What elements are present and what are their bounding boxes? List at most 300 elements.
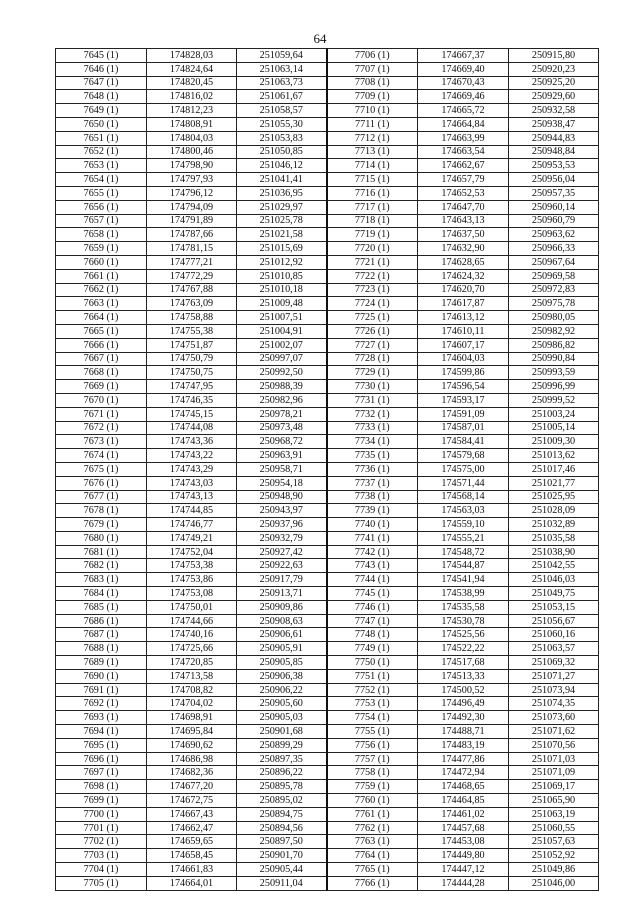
point-id-cell: 7736 (1) [327,462,418,476]
y-coordinate-cell: 250968,72 [237,435,327,449]
x-coordinate-cell: 174698,91 [147,711,237,725]
point-id-cell: 7678 (1) [56,504,147,518]
point-id-cell: 7652 (1) [56,145,147,159]
x-coordinate-cell: 174745,15 [147,407,237,421]
x-coordinate-cell: 174750,79 [147,352,237,366]
x-coordinate-cell: 174535,58 [418,600,509,614]
point-id-cell: 7692 (1) [56,697,147,711]
point-id-cell: 7662 (1) [56,283,147,297]
point-id-cell: 7761 (1) [327,807,418,821]
x-coordinate-cell: 174753,08 [147,587,237,601]
point-id-cell: 7727 (1) [327,338,418,352]
x-coordinate-cell: 174812,23 [147,104,237,118]
x-coordinate-cell: 174695,84 [147,725,237,739]
y-coordinate-cell: 251003,24 [509,407,599,421]
point-id-cell: 7646 (1) [56,62,147,76]
point-id-cell: 7693 (1) [56,711,147,725]
x-coordinate-cell: 174746,77 [147,518,237,532]
x-coordinate-cell: 174753,86 [147,573,237,587]
x-coordinate-cell: 174538,99 [418,587,509,601]
y-coordinate-cell: 250905,91 [237,642,327,656]
y-coordinate-cell: 250895,78 [237,780,327,794]
table-row [56,90,599,104]
table-row [56,697,599,711]
point-id-cell: 7695 (1) [56,738,147,752]
point-id-cell: 7748 (1) [327,628,418,642]
y-coordinate-cell: 250982,96 [237,393,327,407]
y-coordinate-cell: 250927,42 [237,545,327,559]
table-row [56,545,599,559]
point-id-cell: 7705 (1) [56,876,147,890]
point-id-cell: 7657 (1) [56,214,147,228]
x-coordinate-cell: 174599,86 [418,366,509,380]
x-coordinate-cell: 174444,28 [418,876,509,890]
table-row [56,173,599,187]
x-coordinate-cell: 174555,21 [418,531,509,545]
x-coordinate-cell: 174513,33 [418,669,509,683]
y-coordinate-cell: 251073,94 [509,683,599,697]
y-coordinate-cell: 251063,14 [237,62,327,76]
point-id-cell: 7752 (1) [327,683,418,697]
x-coordinate-cell: 174763,09 [147,297,237,311]
y-coordinate-cell: 250905,03 [237,711,327,725]
y-coordinate-cell: 250905,44 [237,863,327,877]
x-coordinate-cell: 174752,04 [147,545,237,559]
table-row [56,559,599,573]
y-coordinate-cell: 251036,95 [237,186,327,200]
table-row [56,656,599,670]
x-coordinate-cell: 174610,11 [418,324,509,338]
table-row [56,711,599,725]
point-id-cell: 7733 (1) [327,421,418,435]
x-coordinate-cell: 174664,01 [147,876,237,890]
y-coordinate-cell: 250966,33 [509,242,599,256]
table-row [56,186,599,200]
x-coordinate-cell: 174464,85 [418,794,509,808]
point-id-cell: 7668 (1) [56,366,147,380]
y-coordinate-cell: 251069,17 [509,780,599,794]
x-coordinate-cell: 174751,87 [147,338,237,352]
x-coordinate-cell: 174591,09 [418,407,509,421]
y-coordinate-cell: 250957,35 [509,186,599,200]
point-id-cell: 7734 (1) [327,435,418,449]
table-row [56,117,599,131]
y-coordinate-cell: 250915,80 [509,49,599,63]
page-number: 64 [313,31,327,46]
y-coordinate-cell: 251055,30 [237,117,327,131]
table-row [56,531,599,545]
point-id-cell: 7712 (1) [327,131,418,145]
x-coordinate-cell: 174530,78 [418,614,509,628]
y-coordinate-cell: 251002,07 [237,338,327,352]
y-coordinate-cell: 251029,97 [237,200,327,214]
point-id-cell: 7710 (1) [327,104,418,118]
x-coordinate-cell: 174744,66 [147,614,237,628]
point-id-cell: 7677 (1) [56,490,147,504]
point-id-cell: 7750 (1) [327,656,418,670]
y-coordinate-cell: 251073,60 [509,711,599,725]
point-id-cell: 7681 (1) [56,545,147,559]
point-id-cell: 7722 (1) [327,269,418,283]
point-id-cell: 7694 (1) [56,725,147,739]
table-row [56,62,599,76]
point-id-cell: 7742 (1) [327,545,418,559]
y-coordinate-cell: 250899,29 [237,738,327,752]
y-coordinate-cell: 250986,82 [509,338,599,352]
point-id-cell: 7675 (1) [56,462,147,476]
y-coordinate-cell: 250925,20 [509,76,599,90]
x-coordinate-cell: 174740,16 [147,628,237,642]
y-coordinate-cell: 251050,85 [237,145,327,159]
point-id-cell: 7758 (1) [327,766,418,780]
x-coordinate-cell: 174713,58 [147,669,237,683]
y-coordinate-cell: 250937,96 [237,518,327,532]
x-coordinate-cell: 174632,90 [418,242,509,256]
table-row [56,807,599,821]
table-row [56,600,599,614]
y-coordinate-cell: 251071,27 [509,669,599,683]
y-coordinate-cell: 251015,69 [237,242,327,256]
y-coordinate-cell: 250905,85 [237,656,327,670]
y-coordinate-cell: 251061,67 [237,90,327,104]
y-coordinate-cell: 251058,57 [237,104,327,118]
x-coordinate-cell: 174525,56 [418,628,509,642]
point-id-cell: 7729 (1) [327,366,418,380]
y-coordinate-cell: 251074,35 [509,697,599,711]
y-coordinate-cell: 250901,68 [237,725,327,739]
y-coordinate-cell: 251060,55 [509,821,599,835]
y-coordinate-cell: 251057,63 [509,835,599,849]
point-id-cell: 7699 (1) [56,794,147,808]
x-coordinate-cell: 174755,38 [147,324,237,338]
y-coordinate-cell: 251046,12 [237,159,327,173]
x-coordinate-cell: 174798,90 [147,159,237,173]
table-row [56,242,599,256]
x-coordinate-cell: 174781,15 [147,242,237,256]
y-coordinate-cell: 251021,77 [509,476,599,490]
table-row [56,614,599,628]
x-coordinate-cell: 174584,41 [418,435,509,449]
x-coordinate-cell: 174670,43 [418,76,509,90]
x-coordinate-cell: 174613,12 [418,311,509,325]
y-coordinate-cell: 251035,58 [509,531,599,545]
y-coordinate-cell: 250975,78 [509,297,599,311]
point-id-cell: 7725 (1) [327,311,418,325]
y-coordinate-cell: 250999,52 [509,393,599,407]
y-coordinate-cell: 251005,14 [509,421,599,435]
y-coordinate-cell: 250913,71 [237,587,327,601]
x-coordinate-cell: 174820,45 [147,76,237,90]
y-coordinate-cell: 250905,60 [237,697,327,711]
table-row [56,200,599,214]
point-id-cell: 7744 (1) [327,573,418,587]
x-coordinate-cell: 174596,54 [418,380,509,394]
y-coordinate-cell: 250963,91 [237,449,327,463]
x-coordinate-cell: 174488,71 [418,725,509,739]
y-coordinate-cell: 250932,79 [237,531,327,545]
y-coordinate-cell: 250896,22 [237,766,327,780]
point-id-cell: 7751 (1) [327,669,418,683]
y-coordinate-cell: 251060,16 [509,628,599,642]
point-id-cell: 7766 (1) [327,876,418,890]
x-coordinate-cell: 174753,38 [147,559,237,573]
table-row [56,835,599,849]
x-coordinate-cell: 174571,44 [418,476,509,490]
x-coordinate-cell: 174686,98 [147,752,237,766]
y-coordinate-cell: 250901,70 [237,849,327,863]
x-coordinate-cell: 174541,94 [418,573,509,587]
point-id-cell: 7660 (1) [56,255,147,269]
point-id-cell: 7687 (1) [56,628,147,642]
x-coordinate-cell: 174816,02 [147,90,237,104]
x-coordinate-cell: 174797,93 [147,173,237,187]
point-id-cell: 7714 (1) [327,159,418,173]
table-row [56,421,599,435]
y-coordinate-cell: 251007,51 [237,311,327,325]
point-id-cell: 7689 (1) [56,656,147,670]
point-id-cell: 7760 (1) [327,794,418,808]
point-id-cell: 7709 (1) [327,90,418,104]
x-coordinate-cell: 174667,37 [418,49,509,63]
x-coordinate-cell: 174661,83 [147,863,237,877]
x-coordinate-cell: 174472,94 [418,766,509,780]
table-row [56,794,599,808]
y-coordinate-cell: 251069,32 [509,656,599,670]
table-row [56,393,599,407]
y-coordinate-cell: 251071,09 [509,766,599,780]
point-id-cell: 7754 (1) [327,711,418,725]
point-id-cell: 7743 (1) [327,559,418,573]
point-id-cell: 7684 (1) [56,587,147,601]
point-id-cell: 7651 (1) [56,131,147,145]
point-id-cell: 7697 (1) [56,766,147,780]
point-id-cell: 7741 (1) [327,531,418,545]
point-id-cell: 7723 (1) [327,283,418,297]
table-row [56,476,599,490]
x-coordinate-cell: 174743,29 [147,462,237,476]
y-coordinate-cell: 251004,91 [237,324,327,338]
y-coordinate-cell: 251017,46 [509,462,599,476]
table-row [56,324,599,338]
point-id-cell: 7655 (1) [56,186,147,200]
y-coordinate-cell: 251038,90 [509,545,599,559]
x-coordinate-cell: 174794,09 [147,200,237,214]
point-id-cell: 7746 (1) [327,600,418,614]
x-coordinate-cell: 174725,66 [147,642,237,656]
y-coordinate-cell: 251046,03 [509,573,599,587]
x-coordinate-cell: 174804,03 [147,131,237,145]
x-coordinate-cell: 174652,53 [418,186,509,200]
point-id-cell: 7700 (1) [56,807,147,821]
table-row [56,76,599,90]
y-coordinate-cell: 250920,23 [509,62,599,76]
x-coordinate-cell: 174664,84 [418,117,509,131]
point-id-cell: 7764 (1) [327,849,418,863]
point-id-cell: 7755 (1) [327,725,418,739]
point-id-cell: 7673 (1) [56,435,147,449]
x-coordinate-cell: 174787,66 [147,228,237,242]
table-row [56,131,599,145]
table-row [56,683,599,697]
table-row [56,407,599,421]
x-coordinate-cell: 174575,00 [418,462,509,476]
point-id-cell: 7706 (1) [327,49,418,63]
y-coordinate-cell: 250958,71 [237,462,327,476]
point-id-cell: 7753 (1) [327,697,418,711]
y-coordinate-cell: 251052,92 [509,849,599,863]
table-row [56,587,599,601]
y-coordinate-cell: 250894,75 [237,807,327,821]
point-id-cell: 7683 (1) [56,573,147,587]
point-id-cell: 7726 (1) [327,324,418,338]
table-row [56,338,599,352]
y-coordinate-cell: 250906,38 [237,669,327,683]
point-id-cell: 7676 (1) [56,476,147,490]
y-coordinate-cell: 251056,67 [509,614,599,628]
point-id-cell: 7659 (1) [56,242,147,256]
table-row [56,159,599,173]
table-row [56,752,599,766]
table-row [56,573,599,587]
x-coordinate-cell: 174677,20 [147,780,237,794]
y-coordinate-cell: 251070,56 [509,738,599,752]
y-coordinate-cell: 251063,73 [237,76,327,90]
x-coordinate-cell: 174559,10 [418,518,509,532]
point-id-cell: 7737 (1) [327,476,418,490]
point-id-cell: 7717 (1) [327,200,418,214]
x-coordinate-cell: 174624,32 [418,269,509,283]
point-id-cell: 7703 (1) [56,849,147,863]
y-coordinate-cell: 250906,61 [237,628,327,642]
table-row [56,738,599,752]
y-coordinate-cell: 250956,04 [509,173,599,187]
x-coordinate-cell: 174568,14 [418,490,509,504]
x-coordinate-cell: 174744,08 [147,421,237,435]
table-row [56,366,599,380]
x-coordinate-cell: 174604,03 [418,352,509,366]
point-id-cell: 7704 (1) [56,863,147,877]
table-row [56,518,599,532]
point-id-cell: 7645 (1) [56,49,147,63]
y-coordinate-cell: 251010,85 [237,269,327,283]
x-coordinate-cell: 174657,79 [418,173,509,187]
point-id-cell: 7691 (1) [56,683,147,697]
point-id-cell: 7735 (1) [327,449,418,463]
table-row [56,297,599,311]
x-coordinate-cell: 174743,03 [147,476,237,490]
x-coordinate-cell: 174593,17 [418,393,509,407]
y-coordinate-cell: 250943,97 [237,504,327,518]
x-coordinate-cell: 174453,08 [418,835,509,849]
table-row [56,214,599,228]
y-coordinate-cell: 250938,47 [509,117,599,131]
table-row [56,725,599,739]
point-id-cell: 7654 (1) [56,173,147,187]
table-row [56,435,599,449]
table-row [56,780,599,794]
point-id-cell: 7762 (1) [327,821,418,835]
point-id-cell: 7682 (1) [56,559,147,573]
x-coordinate-cell: 174461,02 [418,807,509,821]
y-coordinate-cell: 251046,00 [509,876,599,890]
point-id-cell: 7690 (1) [56,669,147,683]
y-coordinate-cell: 250972,83 [509,283,599,297]
point-id-cell: 7757 (1) [327,752,418,766]
y-coordinate-cell: 250897,50 [237,835,327,849]
point-id-cell: 7702 (1) [56,835,147,849]
table-row [56,449,599,463]
x-coordinate-cell: 174544,87 [418,559,509,573]
y-coordinate-cell: 250960,79 [509,214,599,228]
x-coordinate-cell: 174669,46 [418,90,509,104]
y-coordinate-cell: 250932,58 [509,104,599,118]
x-coordinate-cell: 174672,75 [147,794,237,808]
coordinates-table [55,48,599,891]
x-coordinate-cell: 174704,02 [147,697,237,711]
point-id-cell: 7765 (1) [327,863,418,877]
x-coordinate-cell: 174758,88 [147,311,237,325]
x-coordinate-cell: 174708,82 [147,683,237,697]
y-coordinate-cell: 250922,63 [237,559,327,573]
y-coordinate-cell: 250929,60 [509,90,599,104]
y-coordinate-cell: 250909,86 [237,600,327,614]
y-coordinate-cell: 250948,90 [237,490,327,504]
x-coordinate-cell: 174522,22 [418,642,509,656]
point-id-cell: 7670 (1) [56,393,147,407]
x-coordinate-cell: 174468,65 [418,780,509,794]
point-id-cell: 7718 (1) [327,214,418,228]
y-coordinate-cell: 250894,56 [237,821,327,835]
table-row [56,228,599,242]
x-coordinate-cell: 174750,75 [147,366,237,380]
point-id-cell: 7666 (1) [56,338,147,352]
point-id-cell: 7701 (1) [56,821,147,835]
y-coordinate-cell: 250969,58 [509,269,599,283]
point-id-cell: 7667 (1) [56,352,147,366]
y-coordinate-cell: 250988,39 [237,380,327,394]
y-coordinate-cell: 251041,41 [237,173,327,187]
x-coordinate-cell: 174796,12 [147,186,237,200]
x-coordinate-cell: 174747,95 [147,380,237,394]
x-coordinate-cell: 174669,40 [418,62,509,76]
point-id-cell: 7686 (1) [56,614,147,628]
y-coordinate-cell: 251009,48 [237,297,327,311]
y-coordinate-cell: 250948,84 [509,145,599,159]
y-coordinate-cell: 251053,83 [237,131,327,145]
point-id-cell: 7719 (1) [327,228,418,242]
y-coordinate-cell: 250944,83 [509,131,599,145]
point-id-cell: 7720 (1) [327,242,418,256]
y-coordinate-cell: 251032,89 [509,518,599,532]
point-id-cell: 7756 (1) [327,738,418,752]
point-id-cell: 7656 (1) [56,200,147,214]
x-coordinate-cell: 174643,13 [418,214,509,228]
x-coordinate-cell: 174500,52 [418,683,509,697]
point-id-cell: 7647 (1) [56,76,147,90]
x-coordinate-cell: 174477,86 [418,752,509,766]
y-coordinate-cell: 250963,62 [509,228,599,242]
x-coordinate-cell: 174720,85 [147,656,237,670]
table-row [56,352,599,366]
x-coordinate-cell: 174492,30 [418,711,509,725]
y-coordinate-cell: 251010,18 [237,283,327,297]
x-coordinate-cell: 174483,19 [418,738,509,752]
y-coordinate-cell: 250895,02 [237,794,327,808]
point-id-cell: 7715 (1) [327,173,418,187]
x-coordinate-cell: 174663,99 [418,131,509,145]
coordinates-table-body [56,49,599,891]
y-coordinate-cell: 250917,79 [237,573,327,587]
